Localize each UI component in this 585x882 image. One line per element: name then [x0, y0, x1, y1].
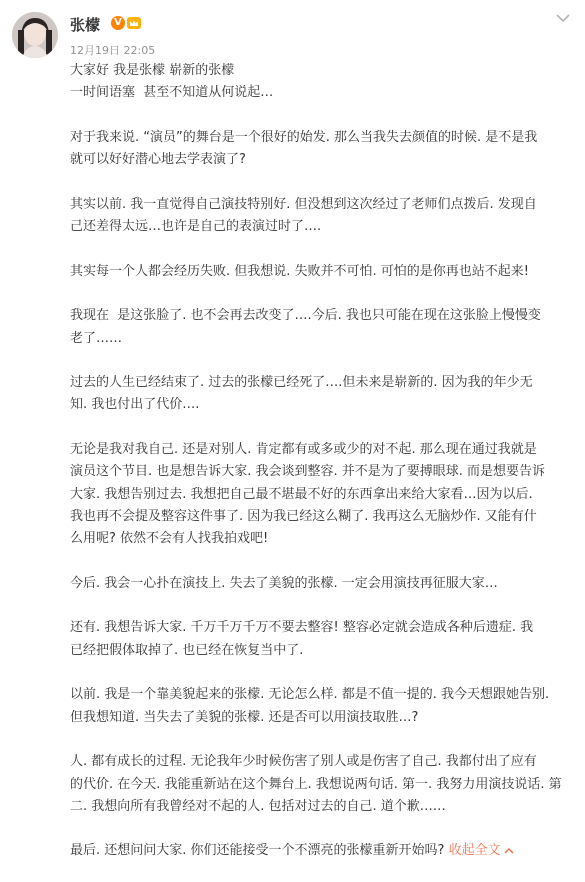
paragraph [70, 261, 570, 283]
text-line: 人. 都有成长的过程. 无论我年少时候伤害了别人或是伤害了自己. 我都付出了应有 [70, 754, 537, 770]
paragraph [70, 617, 570, 662]
text-line: 大家. 我想告别过去. 我想把自己最不堪最不好的东西拿出来给大家看…因为以后. [70, 486, 533, 502]
collapse-up-icon [503, 846, 515, 856]
text-line: 演员这个节目. 也是想告诉大家. 我会谈到整容. 并不是为了要搏眼球. 而是想要告诉 [70, 464, 546, 480]
chevron-down-icon[interactable] [555, 12, 571, 24]
level-crown-icon[interactable] [126, 15, 142, 31]
text-line: 我现在 是这张脸了. 也不会再去改变了….今后. 我也只可能在现在这张脸上慢慢变 [70, 308, 541, 324]
text-line: 就可以好好潜心地去学表演了? [70, 152, 246, 168]
text-line: 一时间语塞 甚至不知道从何说起… [70, 85, 274, 101]
post-timestamp[interactable]: 12月19日 22:05 [70, 44, 156, 57]
paragraph [70, 684, 570, 729]
post-body [70, 60, 570, 863]
text-line: 己还差得太远…也许是自己的表演过时了…. [70, 219, 322, 235]
text-line [70, 840, 570, 862]
text-line: 对于我来说. “演员”的舞台是一个很好的始发. 那么当我失去颜值的时候. 是不是我 [70, 129, 538, 145]
text-line: 知. 我也付出了代价…. [70, 397, 200, 413]
post-header [0, 0, 585, 60]
paragraph [70, 573, 570, 595]
collapse-button[interactable] [449, 843, 515, 858]
paragraph [70, 372, 570, 417]
paragraph-last [70, 840, 570, 862]
paragraph [70, 751, 570, 818]
last-line-text: 最后. 还想问问大家. 你们还能接受一个不漂亮的张檬重新开始吗? [70, 843, 449, 859]
paragraph [70, 439, 570, 550]
avatar-image [12, 12, 58, 58]
text-line: 其实以前. 我一直觉得自己演技特别好. 但没想到这次经过了老师们点拨后. 发现自 [70, 196, 537, 212]
text-line: 今后. 我会一心扑在演技上. 失去了美貌的张檬. 一定会用演技再征服大家… [70, 575, 498, 591]
author-name[interactable]: 张檬 [70, 16, 101, 34]
paragraph [70, 127, 570, 172]
text-line: 老了…… [70, 330, 123, 346]
text-line: 么用呢? 依然不会有人找我拍戏吧! [70, 531, 269, 547]
paragraph [70, 194, 570, 239]
text-line: 大家好 我是张檬 崭新的张檬 [70, 63, 235, 78]
text-line: 我也再不会提及整容这件事了. 因为我已经这么糊了. 我再这么无脑炒作. 又能有什 [70, 508, 537, 524]
text-line: 还有. 我想告诉大家. 千万千万千万不要去整容! 整容必定就会造成各种后遗症. 我 [70, 620, 534, 636]
text-line: 过去的人生已经结束了. 过去的张檬已经死了….但未来是崭新的. 因为我的年少无 [70, 375, 533, 391]
text-line: 已经把假体取掉了. 也已经在恢复当中了. [70, 642, 304, 658]
paragraph [70, 305, 570, 350]
text-line: 其实每一个人都会经历失败. 但我想说. 失败并不可怕. 可怕的是你再也站不起来! [70, 263, 530, 279]
collapse-label: 收起全文 [448, 843, 501, 859]
text-line: 以前. 我是一个靠美貌起来的张檬. 无论怎么样. 都是不值一提的. 我今天想跟她告别. [70, 687, 550, 703]
verified-v-icon: V [111, 16, 125, 30]
paragraph [70, 60, 570, 105]
avatar[interactable] [12, 12, 58, 58]
text-line: 但我想知道. 当失去了美貌的张檬. 还是否可以用演技取胜…? [70, 709, 419, 725]
text-line: 二. 我想向所有我曾经对不起的人. 包括对过去的自己. 道个歉…… [70, 798, 446, 814]
text-line: 无论是我对我自己. 还是对别人. 肯定都有或多或少的对不起. 那么现在通过我就是 [70, 442, 537, 458]
text-line: 的代价. 在今天. 我能重新站在这个舞台上. 我想说两句话. 第一. 我努力用演技说话. 第 [70, 776, 562, 792]
